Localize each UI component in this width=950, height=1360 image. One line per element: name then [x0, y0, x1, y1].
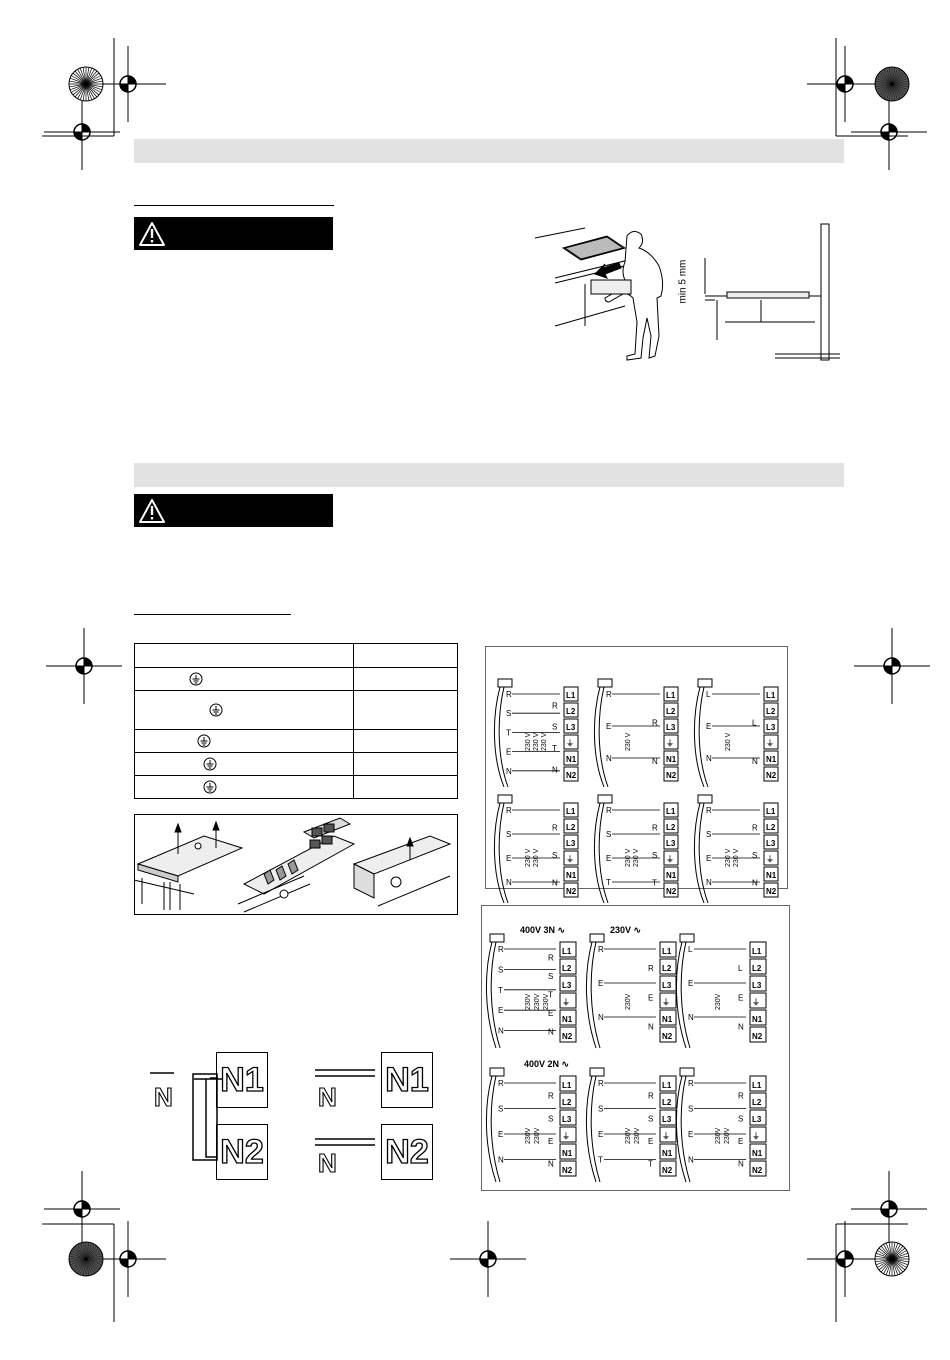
wire-label: E — [688, 1130, 694, 1139]
registration-crosshair-icon — [46, 628, 122, 704]
wire-label: R — [506, 690, 512, 699]
terminal-n2-box-right: N2 — [381, 1124, 433, 1180]
conductor-letter: L — [752, 718, 757, 728]
cable-bundle — [699, 687, 708, 787]
voltage-label: 230V — [724, 1127, 731, 1144]
terminal-label: N1 — [666, 755, 677, 764]
conductor-letter: N — [648, 1022, 654, 1032]
terminal-label: ⏚ — [666, 855, 674, 864]
installation-figure — [535, 218, 845, 368]
wire-label: L — [688, 945, 693, 954]
cable-clamp — [598, 679, 612, 687]
conductor-letter: N — [752, 756, 758, 766]
warning-triangle-icon — [134, 494, 170, 527]
wire-label: R — [598, 1079, 604, 1088]
conductor-letter: T — [548, 990, 553, 1000]
voltage-label: 230V — [525, 993, 532, 1010]
conductor-letter: E — [648, 1137, 654, 1146]
terminal-label: N1 — [562, 1149, 573, 1158]
terminal-label: N2 — [766, 887, 777, 896]
terminal-label: L2 — [566, 823, 576, 832]
conductor-letter: S — [548, 972, 554, 982]
earth-symbol-icon — [203, 757, 217, 771]
voltage-label: 230 V — [525, 848, 532, 867]
conductor-letter: R — [752, 823, 758, 833]
table-row — [135, 776, 458, 799]
wire-label: E — [498, 1130, 504, 1139]
conductor-letter: E — [548, 1009, 554, 1019]
conductor-letter: N — [552, 878, 558, 888]
terminal-label: N1 — [566, 871, 577, 880]
wire-label: R — [706, 806, 712, 815]
registration-crosshair-icon — [44, 94, 120, 170]
conductor-letter: S — [652, 850, 658, 860]
terminal-label: N1 — [752, 1015, 763, 1024]
terminal-n1-box-right: N1 — [381, 1052, 433, 1108]
conductor-letter: N — [738, 1159, 744, 1169]
conductor-letter: N — [548, 1159, 554, 1169]
conductor-letter: S — [552, 722, 558, 732]
wiring-diagrams-large — [482, 906, 789, 1190]
cable-bundle — [599, 803, 608, 903]
wire-label: E — [606, 854, 612, 863]
terminal-label: ⏚ — [666, 739, 674, 748]
cable-clamp — [498, 679, 512, 687]
conductor-letter: E — [738, 993, 744, 1003]
terminal-label: L3 — [662, 1115, 672, 1124]
voltage-label: 230V — [534, 1127, 541, 1144]
terminal-label: L1 — [666, 691, 676, 700]
wiring-diagram — [694, 679, 778, 787]
wiring-diagrams-panel-2 — [481, 905, 790, 1191]
wire-label: N — [498, 1155, 504, 1165]
terminal-label: ⏚ — [562, 998, 570, 1007]
warning-banner-2 — [134, 494, 333, 527]
section-underline-2 — [134, 614, 291, 615]
wire-label: E — [498, 1006, 504, 1016]
wire-label: N — [598, 1013, 604, 1022]
wire-label: R — [498, 945, 504, 954]
terminal-label: L2 — [766, 707, 776, 716]
conductor-letter: E — [648, 993, 654, 1003]
earth-symbol-icon — [209, 703, 223, 717]
terminal-label: N1 — [666, 871, 677, 880]
terminal-label: N2 — [566, 887, 577, 896]
terminal-label: ⏚ — [562, 1132, 570, 1141]
terminal-n2-box-left: N2 — [216, 1124, 268, 1180]
table-row — [135, 668, 458, 691]
terminal-label: N2 — [562, 1166, 573, 1175]
wiring-diagram — [494, 795, 578, 903]
cable-clamp — [490, 1068, 504, 1076]
voltage-label: 230 V — [625, 848, 632, 867]
wiring-diagram — [586, 934, 676, 1048]
conductor-letter: T — [552, 744, 557, 753]
terminal-box-figure — [134, 814, 458, 915]
registration-crosshair-icon — [807, 1221, 883, 1297]
conductor-letter: S — [552, 850, 558, 860]
header-400v-2n: 400V 2N ∿ — [524, 1059, 570, 1069]
terminal-label: L1 — [666, 807, 676, 816]
wire-label: N — [506, 878, 512, 887]
wiring-diagram — [676, 1068, 766, 1182]
cable-clamp — [598, 795, 612, 803]
wire-label: T — [598, 1155, 603, 1165]
voltage-label: 230 V — [541, 732, 548, 751]
terminal-label: L3 — [662, 981, 672, 990]
registration-crosshair-icon — [854, 628, 930, 704]
conductor-letter: S — [548, 1114, 554, 1124]
terminal-label: N1 — [662, 1015, 673, 1024]
terminal-label: L3 — [666, 723, 676, 732]
conductor-letter: S — [752, 850, 758, 860]
voltage-label: 230V — [534, 993, 541, 1010]
terminal-label: L3 — [566, 723, 576, 732]
neutral-letter-left: N — [154, 1082, 173, 1112]
table-row — [135, 753, 458, 776]
section-header-bar-2 — [134, 463, 844, 487]
voltage-label: 230 V — [533, 848, 540, 867]
terminal-label: L1 — [566, 691, 576, 700]
cable-bundle — [599, 687, 608, 787]
wiring-diagram — [594, 679, 678, 787]
wire-label: S — [606, 830, 612, 839]
registration-crosshair-icon — [450, 1221, 526, 1297]
min-distance-label: min 5 mm — [677, 259, 689, 304]
voltage-label: 230V — [715, 993, 722, 1010]
wiring-diagrams-small — [486, 647, 787, 896]
wire-label: T — [498, 985, 503, 995]
wire-label: E — [706, 854, 712, 863]
wire-label: E — [706, 722, 712, 731]
terminal-label: L2 — [662, 964, 672, 973]
wiring-diagram — [494, 679, 578, 787]
terminal-label: L2 — [562, 964, 572, 973]
header-400v-3n: 400V 3N ∿ — [520, 925, 566, 935]
conductor-letter: R — [652, 823, 658, 833]
wire-label: N — [688, 1013, 694, 1022]
terminal-label: L3 — [666, 839, 676, 848]
terminal-label: L3 — [752, 981, 762, 990]
terminal-label: L1 — [662, 947, 672, 956]
registration-starburst-icon — [875, 1242, 909, 1276]
wiring-diagram — [694, 795, 778, 903]
registration-crosshair-icon — [807, 46, 883, 122]
earth-symbol-icon — [197, 734, 211, 748]
wire-label: E — [606, 722, 612, 731]
voltage-label: 230 V — [533, 732, 540, 751]
conductor-letter: N — [752, 878, 758, 888]
terminal-n1-box-left: N1 — [216, 1052, 268, 1108]
conductor-letter: R — [652, 718, 658, 728]
earth-symbol-icon — [189, 672, 203, 686]
wire-label: E — [598, 1130, 604, 1139]
wire-label: T — [506, 728, 511, 738]
terminal-label: ⏚ — [752, 1132, 760, 1141]
terminal-label: N2 — [766, 771, 777, 780]
terminal-label: L1 — [752, 947, 762, 956]
conductor-letter: T — [648, 1159, 653, 1169]
terminal-label: L2 — [666, 707, 676, 716]
wire-label: R — [606, 806, 612, 815]
cable-clamp — [490, 934, 504, 942]
terminal-label: N2 — [666, 887, 677, 896]
conductor-letter: R — [552, 701, 558, 711]
wiring-diagram — [594, 795, 678, 903]
wire-label: S — [506, 709, 512, 719]
neutral-letter-right-top: N — [318, 1082, 337, 1112]
conductor-letter: R — [548, 953, 554, 963]
cable-clamp — [698, 679, 712, 687]
wire-label: E — [598, 979, 604, 988]
table-row — [135, 730, 458, 753]
terminal-label: ⏚ — [766, 855, 774, 864]
cable-bundle — [499, 803, 508, 903]
cable-bundle — [591, 942, 600, 1048]
wire-label: N — [506, 766, 512, 776]
voltage-label: 230 V — [625, 732, 632, 751]
connection-table — [134, 643, 458, 799]
conductor-letter: R — [648, 964, 654, 974]
wire-label: S — [598, 1104, 604, 1114]
cable-clamp — [680, 934, 694, 942]
terminal-label: N1 — [566, 755, 577, 764]
registration-starburst-icon — [69, 67, 103, 101]
terminal-label: N1 — [766, 871, 777, 880]
voltage-label: 230 V — [733, 848, 740, 867]
wire-label: S — [688, 1104, 694, 1114]
terminal-label: N2 — [662, 1032, 673, 1041]
wire-label: N — [498, 1026, 504, 1036]
registration-crosshair-icon — [851, 94, 927, 170]
terminal-label: L2 — [562, 1098, 572, 1107]
warning-banner-1 — [134, 217, 333, 250]
wire-label: E — [688, 979, 694, 988]
warning-triangle-icon — [134, 217, 170, 250]
terminal-label: L1 — [766, 807, 776, 816]
wire-label: R — [498, 1079, 504, 1088]
cable-bundle — [681, 1076, 690, 1182]
neutral-letter-right-bottom: N — [318, 1148, 337, 1178]
conductor-letter: R — [738, 1091, 744, 1101]
wire-label: R — [606, 690, 612, 699]
terminal-label: N2 — [566, 771, 577, 780]
wire-label: E — [506, 747, 512, 757]
wiring-diagram — [676, 934, 766, 1048]
wire-label: R — [506, 806, 512, 815]
wire-label: R — [598, 945, 604, 954]
voltage-label: 230 V — [525, 732, 532, 751]
conductor-letter: L — [738, 964, 743, 974]
wire-label: S — [706, 830, 712, 839]
conductor-letter: N — [548, 1027, 554, 1037]
wire-label: S — [498, 965, 504, 975]
wire-label: R — [688, 1079, 694, 1088]
terminal-label: L2 — [752, 1098, 762, 1107]
voltage-label: 230V — [543, 993, 550, 1010]
terminal-label: N2 — [752, 1166, 763, 1175]
terminal-label: N2 — [662, 1166, 673, 1175]
cable-bundle — [591, 1076, 600, 1182]
header-230v: 230V ∿ — [610, 925, 642, 935]
registration-starburst-icon — [69, 1242, 103, 1276]
terminal-label: L3 — [562, 981, 572, 990]
terminal-label: L1 — [766, 691, 776, 700]
conductor-letter: S — [738, 1114, 744, 1124]
voltage-label: 230 V — [725, 848, 732, 867]
terminal-label: N1 — [752, 1149, 763, 1158]
conductor-letter: N — [552, 765, 558, 775]
wire-label: N — [606, 754, 612, 763]
terminal-label: L2 — [766, 823, 776, 832]
terminal-label: L3 — [766, 723, 776, 732]
cable-bundle — [681, 942, 690, 1048]
wire-label: T — [606, 878, 611, 887]
terminal-label: ⏚ — [662, 1132, 670, 1141]
terminal-label: L1 — [562, 947, 572, 956]
cable-clamp — [590, 934, 604, 942]
conductor-letter: R — [648, 1091, 654, 1101]
terminal-label: ⏚ — [566, 739, 574, 748]
terminal-label: L3 — [562, 1115, 572, 1124]
terminal-label: N2 — [562, 1032, 573, 1041]
cable-clamp — [498, 795, 512, 803]
registration-crosshair-icon — [44, 1171, 120, 1247]
terminal-label: L1 — [662, 1081, 672, 1090]
voltage-label: 230V — [625, 1127, 632, 1144]
conductor-letter: E — [548, 1137, 554, 1146]
wire-label: S — [506, 830, 512, 839]
terminal-label: ⏚ — [566, 855, 574, 864]
wire-label: E — [506, 854, 512, 863]
wire-label: N — [706, 878, 712, 887]
cable-clamp — [590, 1068, 604, 1076]
terminal-label: ⏚ — [662, 998, 670, 1007]
terminal-label: N2 — [666, 771, 677, 780]
voltage-label: 230V — [715, 1127, 722, 1144]
terminal-label: L3 — [766, 839, 776, 848]
voltage-label: 230V — [634, 1127, 641, 1144]
earth-symbol-icon — [203, 780, 217, 794]
section-underline-1 — [134, 205, 334, 206]
table-row — [135, 644, 458, 668]
wiring-diagram — [586, 1068, 676, 1182]
conductor-letter: R — [552, 823, 558, 833]
wire-label: N — [688, 1155, 694, 1165]
terminal-label: L2 — [666, 823, 676, 832]
cable-clamp — [680, 1068, 694, 1076]
conductor-letter: T — [652, 878, 657, 888]
wiring-diagram — [486, 1068, 576, 1182]
terminal-label: N1 — [766, 755, 777, 764]
voltage-label: 230 V — [633, 848, 640, 867]
terminal-label: L2 — [662, 1098, 672, 1107]
conductor-letter: N — [738, 1022, 744, 1032]
section-header-bar-1 — [134, 139, 844, 163]
registration-starburst-icon — [875, 67, 909, 101]
cable-bundle — [491, 1076, 500, 1182]
voltage-label: 230 V — [725, 732, 732, 751]
conductor-letter: R — [548, 1091, 554, 1101]
terminal-label: N2 — [752, 1032, 763, 1041]
terminal-label: L3 — [566, 839, 576, 848]
wiring-diagram — [486, 934, 576, 1048]
voltage-label: 230V — [525, 1127, 532, 1144]
terminal-label: L1 — [566, 807, 576, 816]
registration-crosshair-icon — [851, 1171, 927, 1247]
cable-clamp — [698, 795, 712, 803]
terminal-label: L1 — [752, 1081, 762, 1090]
wire-label: N — [706, 754, 712, 763]
table-row — [135, 691, 458, 730]
conductor-letter: S — [648, 1114, 654, 1124]
wiring-diagrams-panel-1 — [485, 646, 788, 896]
terminal-label: L2 — [752, 964, 762, 973]
terminal-label: ⏚ — [752, 998, 760, 1007]
terminal-label: L2 — [566, 707, 576, 716]
conductor-letter: N — [652, 756, 658, 766]
terminal-label: L3 — [752, 1115, 762, 1124]
conductor-letter: E — [738, 1137, 744, 1146]
cable-bundle — [699, 803, 708, 903]
terminal-label: N1 — [662, 1149, 673, 1158]
terminal-label: L1 — [562, 1081, 572, 1090]
wire-label: S — [498, 1104, 504, 1114]
voltage-label: 230V — [625, 993, 632, 1010]
terminal-label: ⏚ — [766, 739, 774, 748]
wire-label: L — [706, 690, 711, 699]
terminal-label: N1 — [562, 1015, 573, 1024]
